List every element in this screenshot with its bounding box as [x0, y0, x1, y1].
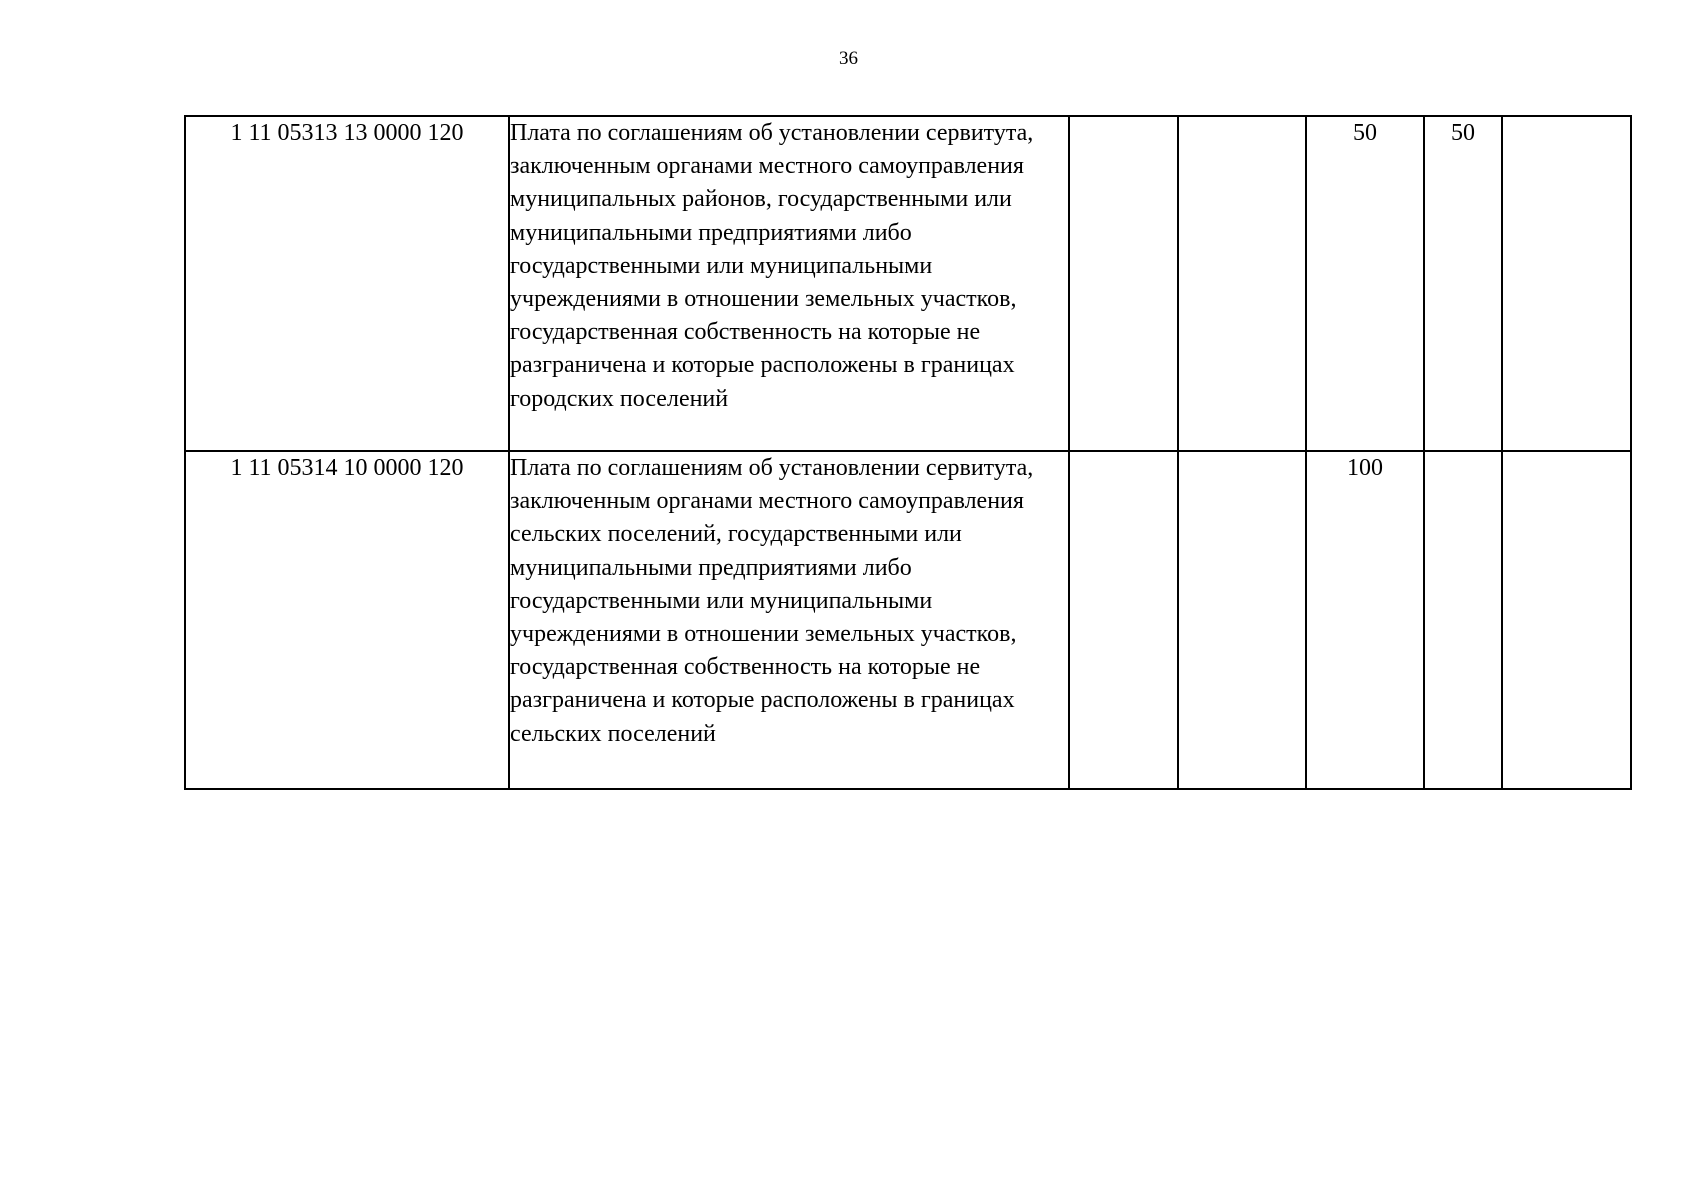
page-number: 36: [839, 48, 858, 69]
value-cell: 50: [1306, 116, 1424, 451]
revenue-description: Плата по соглашениям об установлении сервитута, заключенным органами местного самоуправления муниципальных районов, государственными или муниципальными предприятиями либо государственными или муниципальными учреждениями в отношении земельных участков, государственная собственность на которые не разграничена и которые расположены в границах городских поселений: [509, 116, 1069, 451]
value-cell: [1424, 451, 1502, 789]
value-cell: [1502, 116, 1631, 451]
value-cell: 50: [1424, 116, 1502, 451]
value-cell: [1178, 451, 1306, 789]
table-row: [185, 116, 1631, 451]
value-cell: [1178, 116, 1306, 451]
revenue-description: Плата по соглашениям об установлении сервитута, заключенным органами местного самоуправления сельских поселений, государственными или муниципальными предприятиями либо государственными или муниципальными учреждениями в отношении земельных участков, государственная собственность на которые не разграничена и которые расположены в границах сельских поселений: [509, 451, 1069, 789]
revenue-code: 1 11 05314 10 0000 120: [185, 451, 509, 789]
value-cell: [1502, 451, 1631, 789]
revenue-table: [184, 115, 1632, 790]
table-row: [185, 451, 1631, 789]
value-cell: [1069, 451, 1178, 789]
revenue-code: 1 11 05313 13 0000 120: [185, 116, 509, 451]
value-cell: 100: [1306, 451, 1424, 789]
value-cell: [1069, 116, 1178, 451]
